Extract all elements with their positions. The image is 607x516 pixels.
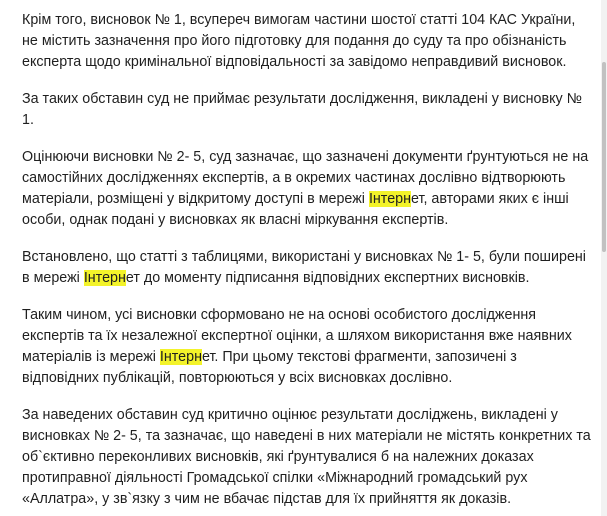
text-segment: Таким чином, усі висновки сформовано не на основі особистого дослідження експертів та їх незалежної експертної оцінки, а шляхом використання вже наявних матеріалів із мережі bbox=[22, 307, 572, 365]
text-segment: ет, авторами яких є інші особи, однак подані у висновках як власні міркування експертів. bbox=[22, 191, 569, 228]
text-segment: За таких обставин суд не приймає результати дослідження, викладені у висновку № 1. bbox=[22, 91, 582, 128]
text-segment: Оцінюючи висновки № 2- 5, суд зазначає, що зазначені документи ґрунтуються не на самостійних дослідженнях експертів, а в окремих частинах дослівно відтворюють матеріали, розміщені у відкритому доступі в мережі bbox=[22, 149, 589, 207]
search-highlight: Інтерн bbox=[368, 191, 411, 207]
paragraph-1 bbox=[22, 10, 594, 73]
text-segment: ет. При цьому текстові фрагменти, запозичені з відповідних публікацій, повторюються у всіх висновках дослівно. bbox=[22, 349, 517, 386]
scrollbar-thumb[interactable] bbox=[602, 62, 606, 252]
paragraph-6 bbox=[22, 405, 594, 510]
paragraph-3 bbox=[22, 147, 594, 231]
text-segment: Крім того, висновок № 1, всупереч вимогам частини шостої статті 104 КАС України, не містить зазначення про його підготовку для подання до суду та про обізнаність експерта щодо кримінальної відповідальності за завідомо неправдивий висновок. bbox=[22, 12, 576, 70]
vertical-scrollbar[interactable] bbox=[601, 0, 607, 516]
paragraph-4 bbox=[22, 247, 594, 289]
text-segment: Встановлено, що статті з таблицями, використані у висновках № 1- 5, були поширені в мережі bbox=[22, 249, 586, 286]
document-body bbox=[22, 10, 594, 510]
search-highlight: Інтерн bbox=[83, 270, 126, 286]
text-segment: За наведених обставин суд критично оцінює результати досліджень, викладені у висновках № 2- 5, та зазначає, що наведені в них матеріали не містять конкретних та об`єктивно переконливих висновків, які ґрунтувалися б на належних доказах протиправної діяльності Громадської спілки «Міжнародний громадський рух «Аллатра», у зв`язку з чим не вбачає підстав для їх прийняття як доказів. bbox=[22, 407, 591, 507]
search-highlight: Інтерн bbox=[159, 349, 202, 365]
paragraph-2 bbox=[22, 89, 594, 131]
paragraph-5 bbox=[22, 305, 594, 389]
text-segment: ет до моменту підписання відповідних експертних висновків. bbox=[125, 270, 530, 286]
